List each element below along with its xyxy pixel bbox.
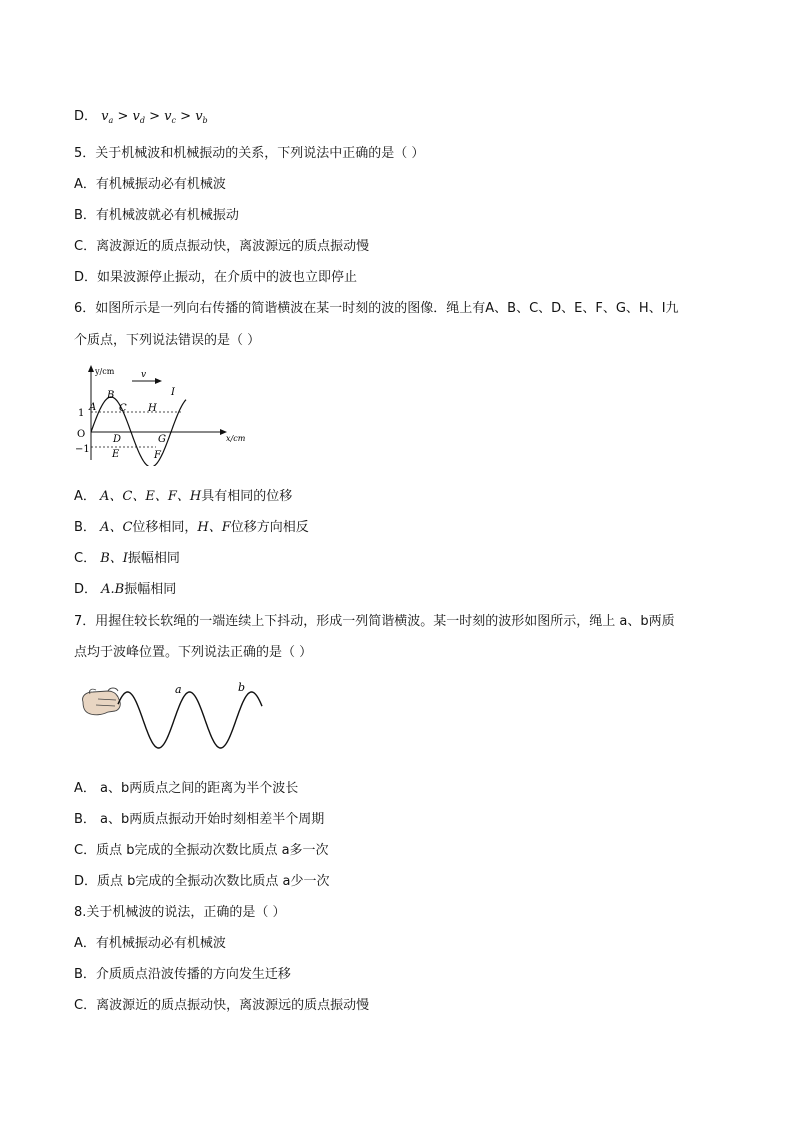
q6-stem-line2: 个质点，下列说法错误的是（ ）: [74, 333, 261, 348]
hand-icon: [83, 688, 121, 715]
q7-option-c: C．质点 b完成的全振动次数比质点 a多一次: [74, 843, 329, 858]
q7-option-d: D．质点 b完成的全振动次数比质点 a少一次: [74, 874, 330, 889]
q7-stem-line2: 点均于波峰位置。下列说法正确的是（ ）: [74, 645, 313, 660]
q5-option-d: D．如果波源停止振动，在介质中的波也立即停止: [74, 270, 358, 285]
q7-rope-curve: [118, 692, 262, 748]
q6-option-a: A． A、C、E、F、H具有相同的位移: [74, 489, 293, 504]
q8-stem: 8.关于机械波的说法，正确的是（ ）: [74, 905, 286, 920]
q5-stem: 5．关于机械波和机械振动的关系，下列说法中正确的是（ ）: [74, 146, 425, 161]
q6-point-i: I: [171, 387, 175, 398]
q6-y-axis-arrow: [88, 365, 94, 372]
q6-option-b: B． A、C位移相同，H、F位移方向相反: [74, 520, 309, 535]
q6-point-d: D: [113, 434, 122, 445]
q6-point-a: A: [89, 402, 97, 413]
q5-option-b: B．有机械波就必有机械振动: [74, 208, 239, 223]
q7-label-b: b: [238, 681, 246, 694]
q6-ylabel: y/cm: [95, 367, 115, 376]
q8-option-c: C．离波源近的质点振动快，离波源远的质点振动慢: [74, 998, 370, 1013]
q5-option-c: C．离波源近的质点振动快，离波源远的质点振动慢: [74, 239, 370, 254]
q6-stem-line1: 6．如图所示是一列向右传播的简谐横波在某一时刻的波的图像．绳上有A、B、C、D、E、F、G、H、I九: [74, 301, 679, 316]
q6-option-d: D． A.B振幅相同: [74, 582, 177, 597]
q8-option-b: B．介质质点沿波传播的方向发生迁移: [74, 967, 291, 982]
q6-point-e: E: [112, 449, 120, 460]
q7-option-a: A． a、b两质点之间的距离为半个波长: [74, 781, 299, 796]
q6-velocity-label: v: [141, 370, 147, 380]
q6-tick-origin: O: [77, 429, 86, 440]
q6-tick-top: 1: [78, 408, 85, 419]
q7-option-b: B． a、b两质点振动开始时刻相差半个周期: [74, 812, 325, 827]
q6-xlabel: x/cm: [226, 434, 246, 443]
q6-point-c: C: [119, 403, 127, 414]
q4-option-d: D． $v_a > v_d > v_c > v_b$: [74, 109, 208, 125]
q6-point-g: G: [158, 434, 166, 445]
q6-point-b: B: [107, 390, 115, 401]
q5-option-a: A．有机械振动必有机械波: [74, 177, 226, 192]
q6-tick-bottom: −1: [75, 444, 90, 455]
q7-label-a: a: [175, 683, 182, 696]
q7-rope-wave-figure: [78, 680, 268, 756]
q8-option-a: A．有机械振动必有机械波: [74, 936, 226, 951]
q6-wave-figure: [74, 362, 264, 466]
q6-velocity-arrowhead: [155, 378, 162, 384]
q7-stem-line1: 7．用握住较长软绳的一端连续上下抖动，形成一列简谐横波。某一时刻的波形如图所示，绳上 a、b两质: [74, 614, 675, 629]
q6-point-f: F: [154, 450, 161, 461]
q6-option-c: C． B、I振幅相同: [74, 551, 180, 566]
q6-point-h: H: [148, 403, 157, 414]
